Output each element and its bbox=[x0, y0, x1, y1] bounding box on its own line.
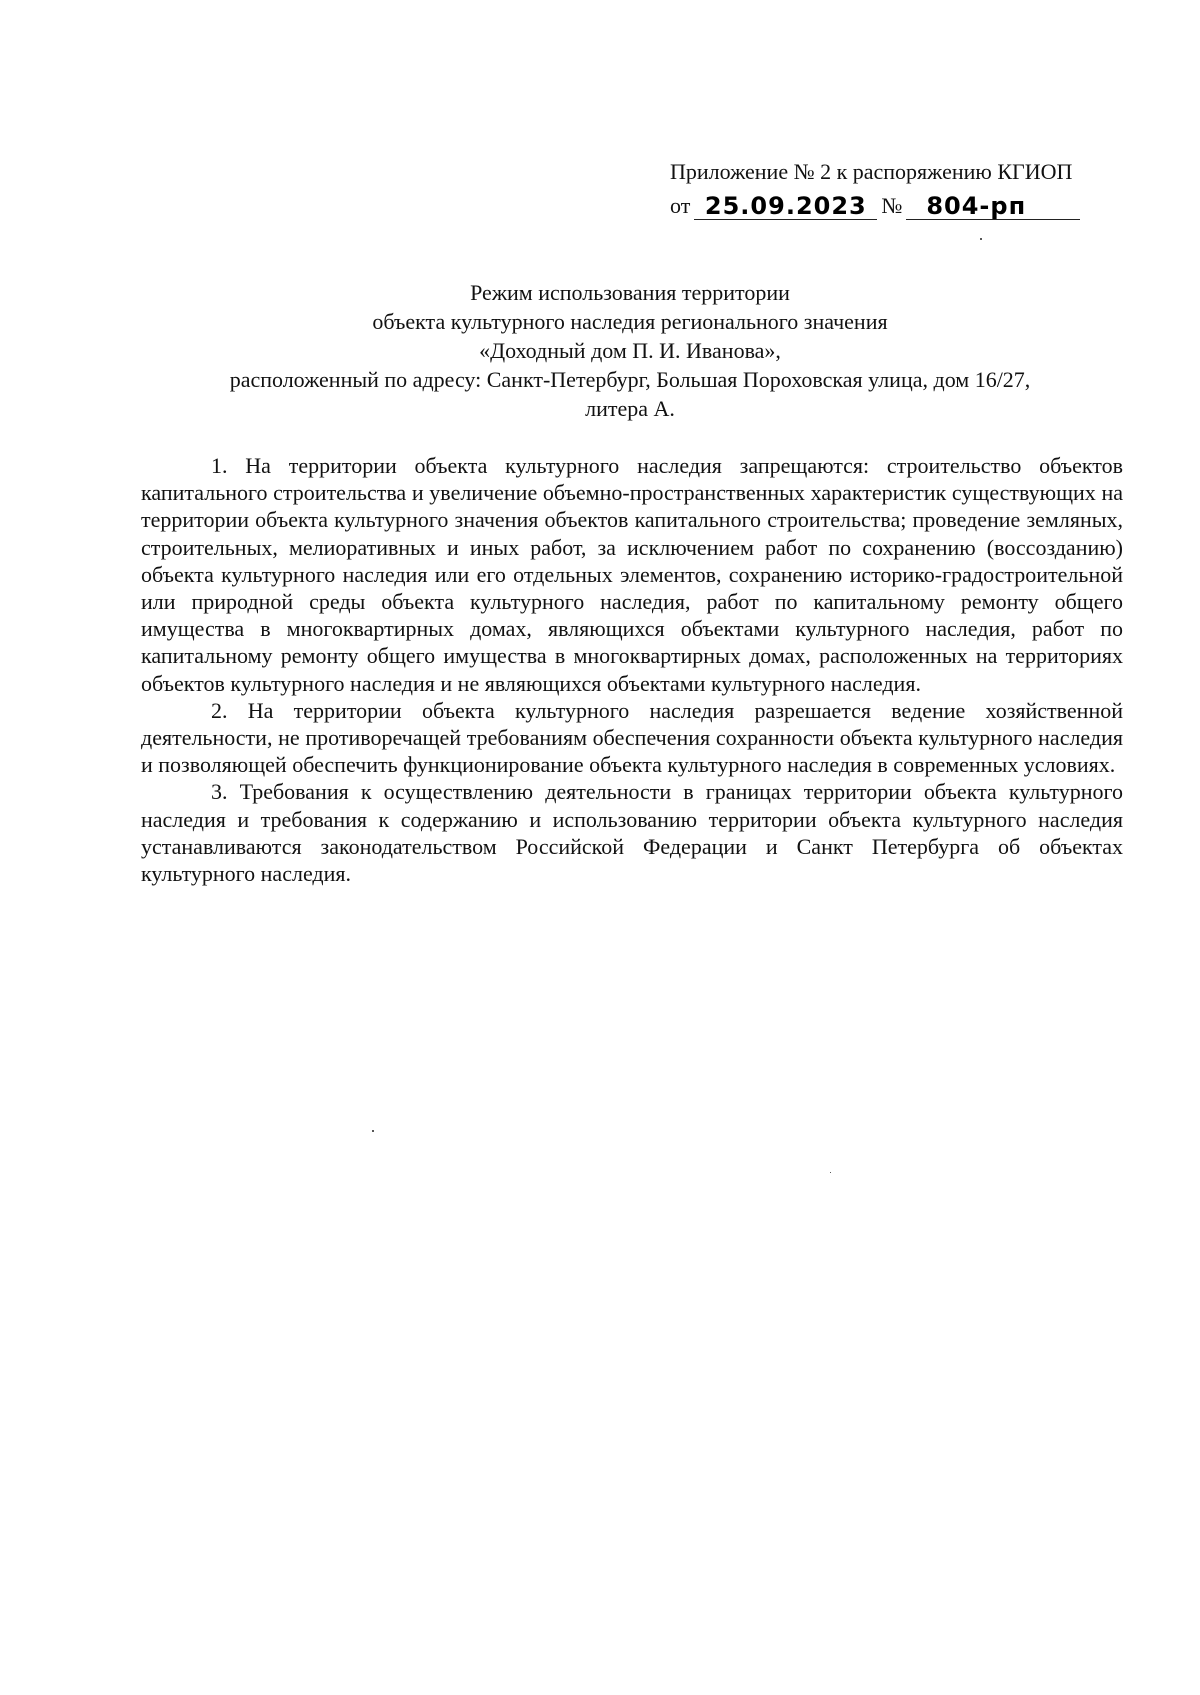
paragraph-text: Требования к осуществлению деятельности в границах территории объекта культурного наследия и требования к содержанию и использованию территории объекта культурного наследия устанавливаются законодательством Российской Федерации и Санкт Петербурга об объектах культурного наследия. bbox=[141, 779, 1124, 887]
paragraph-number: 1. bbox=[211, 453, 228, 478]
paragraph-number: 2. bbox=[211, 697, 228, 723]
title-line-1: Режим использования территории bbox=[470, 280, 790, 305]
paragraph-text: На территории объекта культурного наследия запрещаются: строительство объектов капитального строительства и увеличение объемно-пространственных характеристик существующих на территории объекта культурного значения объектов капитального строительства; проведение земляных, строительных, мелиоративных и иных работ, за исключением работ по сохранению (воссозданию) объекта культурного наследия или его отдельных элементов, сохранению историко-градостроительной или природной среды объекта культурного наследия, работ по капитальному ремонту общего имущества в многоквартирных домах, являющихся объектами культурного наследия, работ по капитальному ремонту общего имущества в многоквартирных домах, расположенных на территориях объектов культурного наследия и не являющихся объектами культурного наследия. bbox=[141, 453, 1123, 696]
paragraph-1 bbox=[141, 452, 1123, 697]
scan-speck bbox=[980, 238, 982, 240]
number-label: № bbox=[881, 193, 903, 218]
from-label: от bbox=[670, 193, 691, 218]
annex-title: Приложение № 2 к распоряжению КГИОП bbox=[670, 159, 1073, 184]
handwritten-number: 804-рп bbox=[906, 193, 1080, 220]
title-line-3: «Доходный дом П. И. Иванова», bbox=[479, 338, 781, 363]
paragraph-3 bbox=[141, 778, 1123, 887]
title-line-5: литера А. bbox=[585, 396, 675, 421]
document-body bbox=[141, 452, 1123, 887]
annex-reference bbox=[670, 186, 1130, 220]
scan-speck bbox=[830, 1172, 831, 1173]
document-title bbox=[140, 278, 1120, 423]
paragraph-2 bbox=[141, 697, 1123, 779]
scan-speck bbox=[372, 1130, 374, 1132]
paragraph-number: 3. bbox=[211, 779, 228, 805]
handwritten-date: 25.09.2023 bbox=[694, 193, 877, 220]
title-line-4: расположенный по адресу: Санкт-Петербург, Большая Пороховская улица, дом 16/27, bbox=[229, 367, 1031, 392]
annex-header bbox=[670, 158, 1130, 220]
title-line-2: объекта культурного наследия регионального значения bbox=[372, 309, 888, 334]
paragraph-text: На территории объекта культурного наследия разрешается ведение хозяйственной деятельности, не противоречащей требованиям обеспечения сохранности объекта культурного наследия и позволяющей обеспечить функционирование объекта культурного наследия в современных условиях. bbox=[141, 697, 1124, 778]
